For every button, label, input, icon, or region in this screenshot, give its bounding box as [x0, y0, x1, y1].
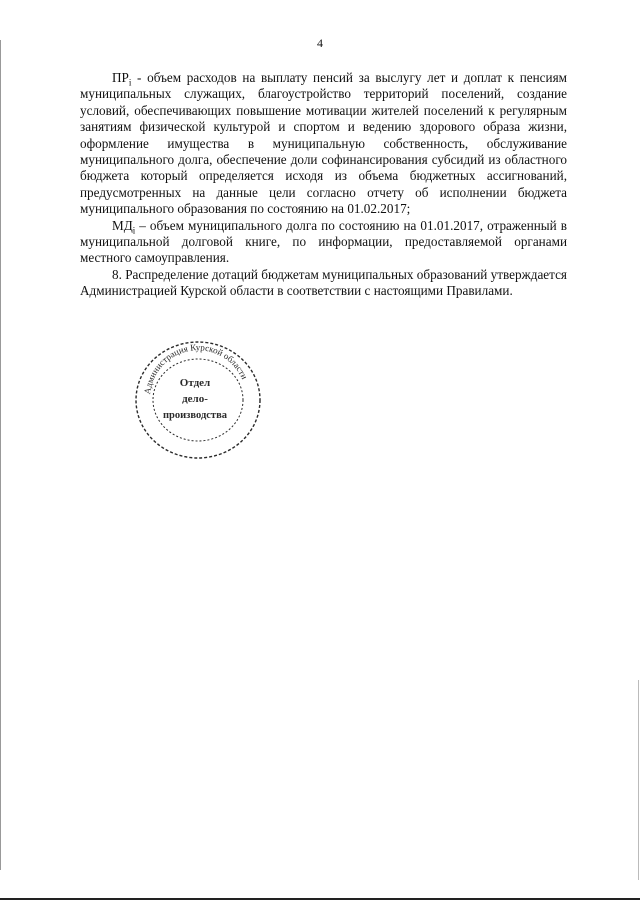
- scan-right-edge: [638, 680, 639, 880]
- stamp-line-2: дело-: [182, 393, 208, 405]
- scan-left-edge: [0, 40, 1, 870]
- stamp-line-3: производства: [162, 410, 228, 421]
- term-md-subscript: i: [132, 225, 136, 236]
- term-pr-subscript: i: [128, 77, 132, 88]
- stamp-line-1: Отдел: [179, 377, 211, 389]
- page-number: 4: [317, 36, 323, 50]
- paragraph-item-8: [80, 267, 567, 300]
- paragraph-pr-text: - объем расходов на выплату пенсий за выслугу лет и доплат к пенсиям муниципальных служащих, благоустройство территорий поселений, создание условий, обеспечивающих повышение мотивации жителей поселений к регулярным занятиям физической культурой и спортом и ведению здорового образа жизни, оформление имущества в муниципальную собственность, обслуживание муниципального долга, обеспечение доли софинансирования субсидий из областного бюджета который определяется исходя из объема бюджетных ассигнований, предусмотренных на данные цели согласно отчету об исполнении бюджета муниципального образования по состоянию на 01.02.2017;: [80, 70, 567, 217]
- document-body: [80, 70, 567, 300]
- term-pr: ПР: [112, 70, 129, 85]
- scan-bottom-edge: [0, 898, 640, 900]
- paragraph-pr-definition: [80, 70, 567, 218]
- paragraph-item-8-text: 8. Распределение дотаций бюджетам муниципальных образований утверждается Администрацией Курской области в соответствии с настоящими Правилами.: [80, 266, 567, 299]
- office-stamp: [133, 338, 263, 463]
- paragraph-md-definition: [80, 218, 567, 267]
- stamp-ring-text: Администрация Курской области: [142, 342, 250, 395]
- term-md: МД: [112, 217, 133, 233]
- paragraph-md-text: – объем муниципального долга по состоянию на 01.01.2017, отраженный в муниципальной долговой книге, по информации, предоставляемой органами местного самоуправления.: [80, 217, 567, 266]
